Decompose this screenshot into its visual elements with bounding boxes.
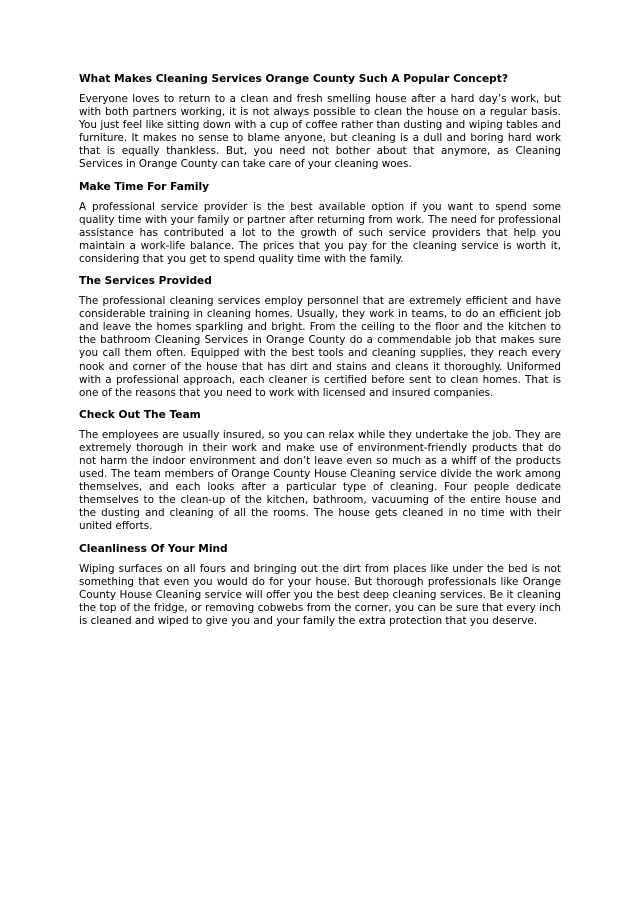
- section-popular-concept: [79, 72, 561, 172]
- section-cleanliness-of-your-mind: [79, 542, 561, 628]
- section-check-out-the-team: [79, 408, 561, 534]
- section-make-time-for-family: [79, 180, 561, 266]
- section-paragraph: The employees are usually insured, so you can relax while they undertake the job. They are extremely thorough in their work and make use of environment-friendly products that do not harm the indoor environment and don’t leave even so much as a whiff of the products used. The team members of Orange County House Cleaning service divide the work among themselves, and each looks after a particular type of cleaning. Four people dedicate themselves to the clean-up of the kitchen, bathroom, vacuuming of the entire house and the dusting and cleaning of all the rooms. The house gets cleaned in no time with their united efforts.: [79, 428, 561, 533]
- section-heading: Cleanliness Of Your Mind: [79, 542, 228, 555]
- document-page: [79, 72, 561, 636]
- section-services-provided: [79, 274, 561, 400]
- section-paragraph: Wiping surfaces on all fours and bringing out the dirt from places like under the bed is not something that even you would do for your house. But thorough professionals like Orange County House Cleaning service will offer you the best deep cleaning services. Be it cleaning the top of the fridge, or removing cobwebs from the corner, you can be sure that every inch is cleaned and wiped to give you and your family the extra protection that you deserve.: [79, 562, 561, 627]
- section-heading: Check Out The Team: [79, 408, 201, 421]
- section-paragraph: The professional cleaning services employ personnel that are extremely efficient and have considerable training in cleaning homes. Usually, they work in teams, to do an efficient job and leave the homes sparkling and bright. From the ceiling to the floor and the kitchen to the bathroom Cleaning Services in Orange County do a commendable job that makes sure you call them often. Equipped with the best tools and cleaning supplies, they reach every nook and corner of the house that has dirt and stains and cleans it thoroughly. Uniformed with a professional approach, each cleaner is certified before sent to clean homes. That is one of the reasons that you need to work with licensed and insured companies.: [79, 295, 561, 399]
- section-heading: Make Time For Family: [79, 180, 210, 193]
- section-heading: What Makes Cleaning Services Orange County Such A Popular Concept?: [79, 73, 508, 85]
- section-paragraph: Everyone loves to return to a clean and fresh smelling house after a hard day’s work, but with both partners working, it is not always possible to clean the house on a regular basis. You just feel like sitting down with a cup of coffee rather than dusting and wiping tables and furniture. It makes no sense to blame anyone, but cleaning is a dull and boring hard work that is equally thankless. But, you need not bother about that anymore, as Cleaning Services in Orange County can take care of your cleaning woes.: [79, 93, 561, 171]
- section-paragraph: A professional service provider is the best available option if you want to spend some quality time with your family or partner after returning from work. The need for professional assistance has contributed a lot to the growth of such service providers that help you maintain a work-life balance. The prices that you pay for the cleaning service is worth it, considering that you get to spend quality time with the family.: [79, 200, 561, 265]
- section-heading: The Services Provided: [79, 275, 212, 288]
